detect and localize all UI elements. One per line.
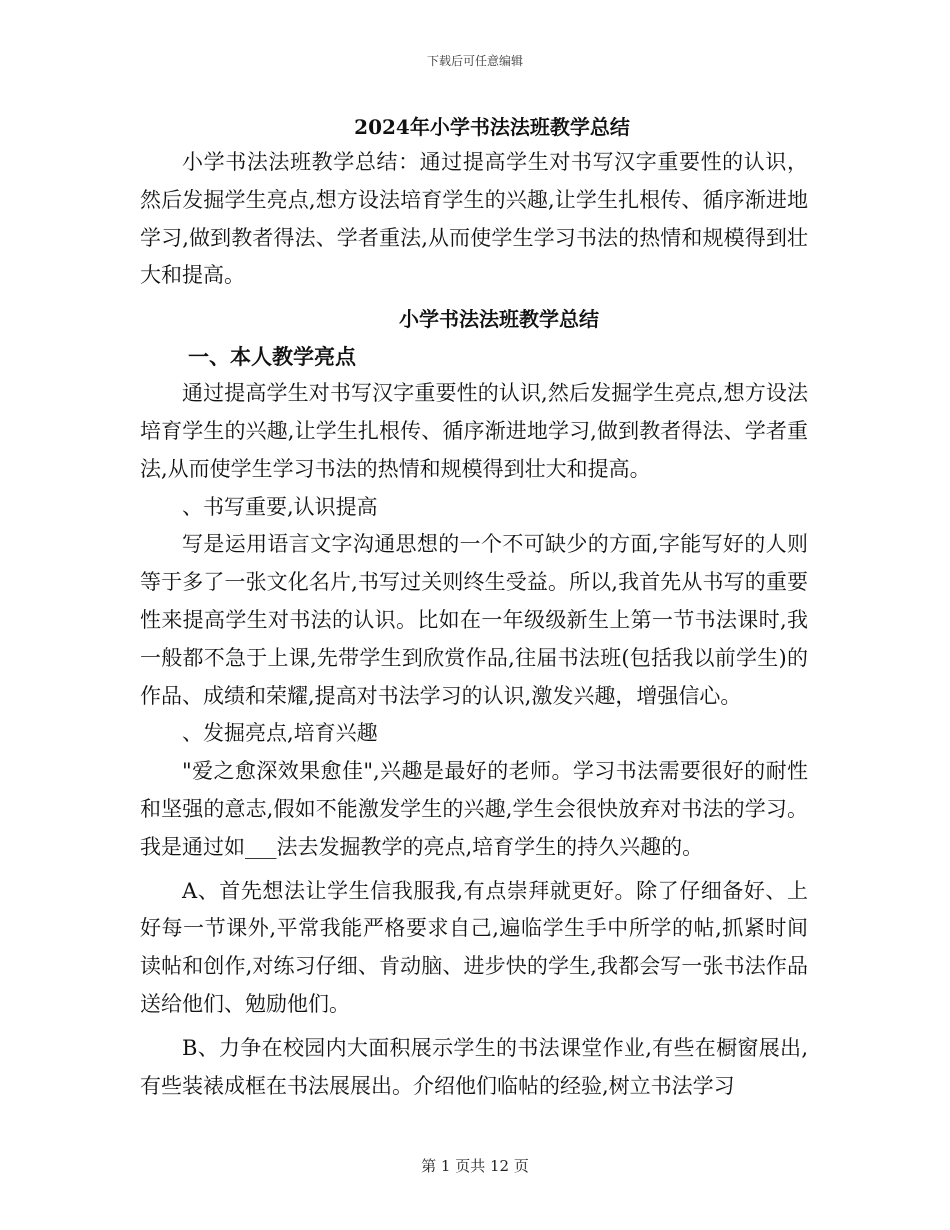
item-heading-2: 、发掘亮点,培育兴趣 [182,721,378,746]
document-title: 2024年小学书法法班教学总结 [354,115,630,139]
item-heading-1: 、书写重要,认识提高 [182,494,378,519]
section-heading-1: 一、本人教学亮点 [188,344,356,370]
paragraph-2: 写是运用语言文字沟通思想的一个不可缺少的方面,字能写好的人则等于多了一张文化名片,书写过关则终生受益。所以,我首先从书写的重要性来提高学生对书法的认识。比如在一年级级新生上第一节书法课时,我一般都不急于上课,先带学生到欣赏作品,往届书法班(包括我以前学生)的作品、成绩和荣耀,提高对书法学习的认识,激发兴趣，增强信心。 [140,532,808,708]
page-header-note: 下载后可任意编辑 [426,54,523,68]
paragraph-a: A、首先想法让学生信我服我,有点崇拜就更好。除了仔细备好、上好每一节课外,平常我能严格要求自己,遍临学生手中所学的帖,抓紧时间读帖和创作,对练习仔细、肯动脑、进步快的学生,我都会写一张书法作品送给他们、勉励他们。 [140,878,808,1016]
paragraph-1: 通过提高学生对书写汉字重要性的认识,然后发掘学生亮点,想方设法培育学生的兴趣,让学生扎根传、循序渐进地学习,做到教者得法、学者重法,从而使学生学习书法的热情和规模得到壮大和提高。 [140,381,808,481]
page-number-footer: 第 1 页共 12 页 [421,1157,529,1175]
document-subtitle: 小学书法法班教学总结 [399,307,599,332]
paragraph-b: B、力争在校园内大面积展示学生的书法课堂作业,有些在橱窗展出,有些装裱成框在书法展展出。介绍他们临帖的经验,树立书法学习 [140,1035,808,1098]
document-body [140,110,808,1105]
paragraph-3: "爱之愈深效果愈佳",兴趣是最好的老师。学习书法需要很好的耐性和坚强的意志,假如不能激发学生的兴趣,学生会很快放弃对书法的学习。我是通过如___法去发掘教学的亮点,培育学生的持久兴趣的。 [140,759,808,859]
intro-paragraph: 小学书法法班教学总结：通过提高学生对书写汉字重要性的认识，然后发掘学生亮点,想方设法培育学生的兴趣,让学生扎根传、循序渐进地学习,做到教者得法、学者重法,从而使学生学习书法的热情和规模得到壮大和提高。 [140,150,808,288]
